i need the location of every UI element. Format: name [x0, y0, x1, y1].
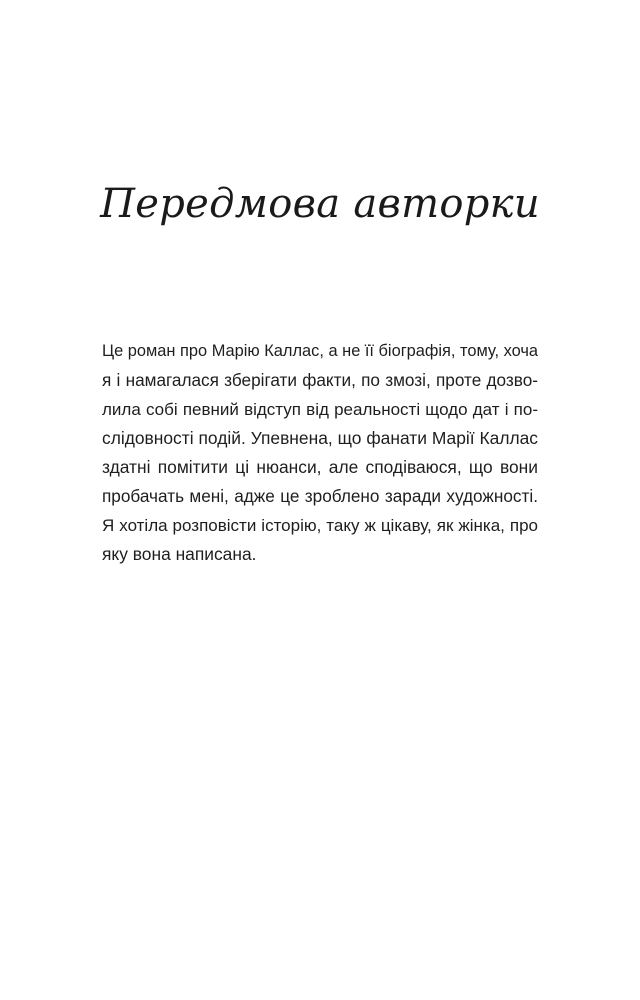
- preface-paragraph: [102, 337, 538, 569]
- paragraph-line: яку вона написана.: [102, 544, 257, 564]
- paragraph-line: Це роман про Марію Каллас, а не її біографія, тому, хоча: [102, 342, 538, 360]
- paragraph-line: слідовності подій. Упевнена, що фанати Марії Каллас: [102, 428, 538, 448]
- page-title: Передмова авторки: [100, 181, 540, 227]
- paragraph-line: я і намагалася зберігати факти, по змозі, проте дозво-: [102, 370, 538, 390]
- paragraph-line: пробачать мені, адже це зроблено заради художності.: [102, 486, 538, 506]
- paragraph-line: здатні помітити ці нюанси, але сподіваюся, що вони: [102, 457, 538, 477]
- paragraph-line: лила собі певний відступ від реальності щодо дат і по-: [102, 400, 538, 419]
- paragraph-line: Я хотіла розповісти історію, таку ж цікаву, як жінка, про: [102, 516, 538, 535]
